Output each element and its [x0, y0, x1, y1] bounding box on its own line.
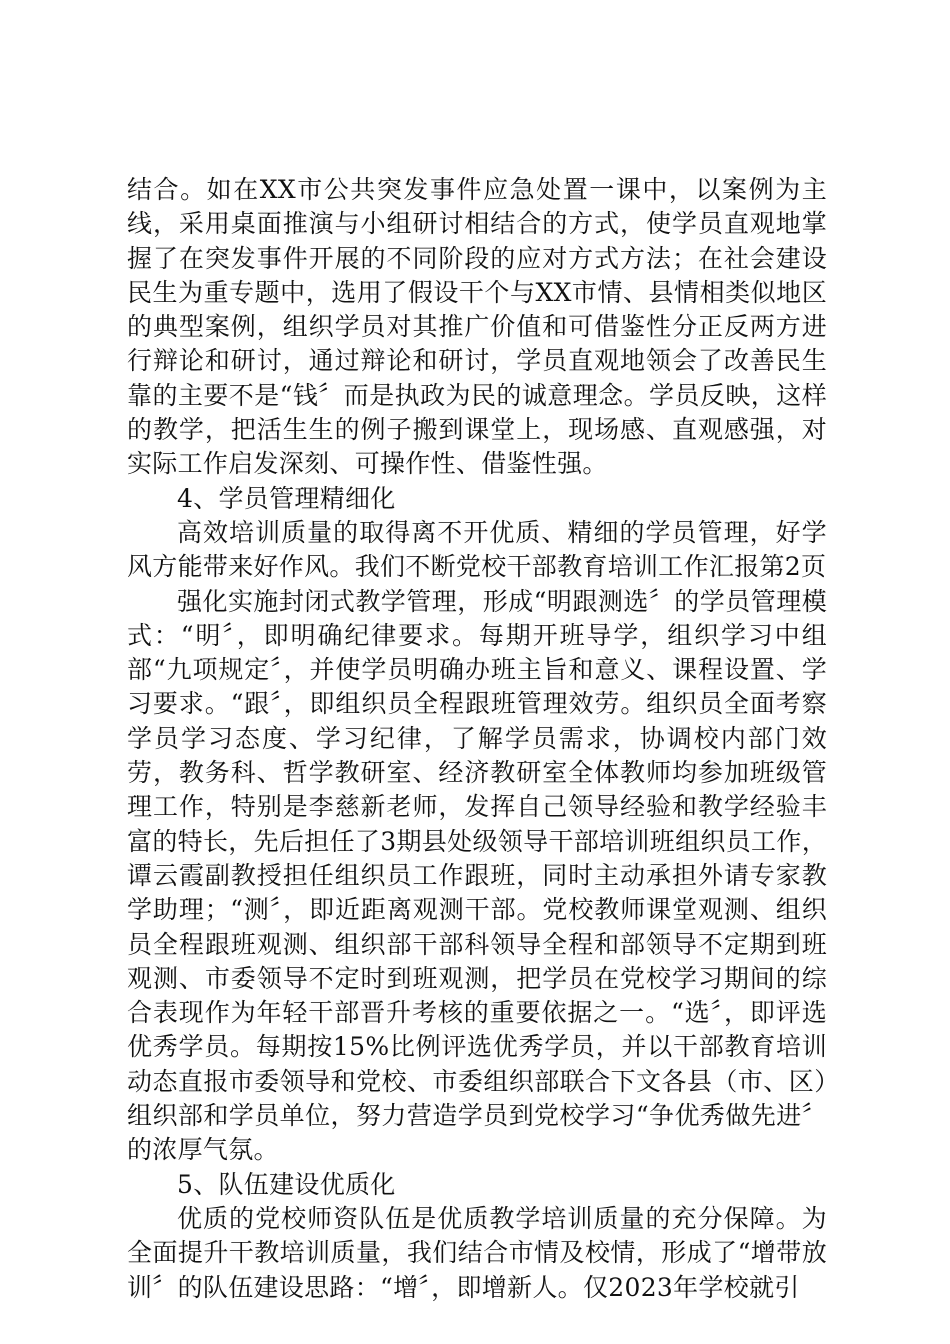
paragraph: 结合。如在XX市公共突发事件应急处置一课中，以案例为主线，采用桌面推演与小组研讨相结合的方式，使学员直观地掌握了在突发事件开展的不同阶段的应对方式方法；在社会建设民生为重专题中，选用了假设干个与XX市情、县情相类似地区的典型案例，组织学员对其推广价值和可借鉴性分正反两方进行辩论和研讨，通过辩论和研讨，学员直观地领会了改善民生靠的主要不是“钱〞而是执政为民的诚意理念。学员反映，这样的教学，把活生生的例子搬到课堂上，现场感、直观感强，对实际工作启发深刻、可操作性、借鉴性强。 [127, 175, 827, 479]
paragraph: 4、学员管理精细化 [177, 483, 396, 513]
paragraph: 5、队伍建设优质化 [177, 1169, 396, 1199]
paragraph: 优质的党校师资队伍是优质教学培训质量的充分保障。为全面提升干教培训质量，我们结合市情及校情，形成了“增带放训〞的队伍建设思路：“增〞，即增新人。仅2023年学校就引 [127, 1203, 827, 1302]
paragraph: 高效培训质量的取得离不开优质、精细的学员管理，好学风方能带来好作风。我们不断党校干部教育培训工作汇报第2页 [127, 517, 827, 582]
paragraph: 强化实施封闭式教学管理，形成“明跟测选〞的学员管理模式：“明〞，即明确纪律要求。每期开班导学，组织学习中组部“九项规定〞，并使学员明确办班主旨和意义、课程设置、学习要求。“跟〞，即组织员全程跟班管理效劳。组织员全面考察学员学习态度、学习纪律，了解学员需求，协调校内部门效劳，教务科、哲学教研室、经济教研室全体教师均参加班级管理工作，特别是李慈新老师，发挥自己领导经验和教学经验丰富的特长，先后担任了3期县处级领导干部培训班组织员工作，谭云霞副教授担任组织员工作跟班，同时主动承担外请专家教学助理；“测〞，即近距离观测干部。党校教师课堂观测、组织员全程跟班观测、组织部干部科领导全程和部领导不定期到班观测、市委领导不定时到班观测，把学员在党校学习期间的综合表现作为年轻干部晋升考核的重要依据之一。“选〞，即评选优秀学员。每期按15%比例评选优秀学员，并以干部教育培训动态直报市委领导和党校、市委组织部联合下文各县（市、区）组织部和学员单位，努力营造学员到党校学习“争优秀做先进〞的浓厚气氛。 [127, 586, 827, 1165]
document-body [127, 173, 827, 1305]
